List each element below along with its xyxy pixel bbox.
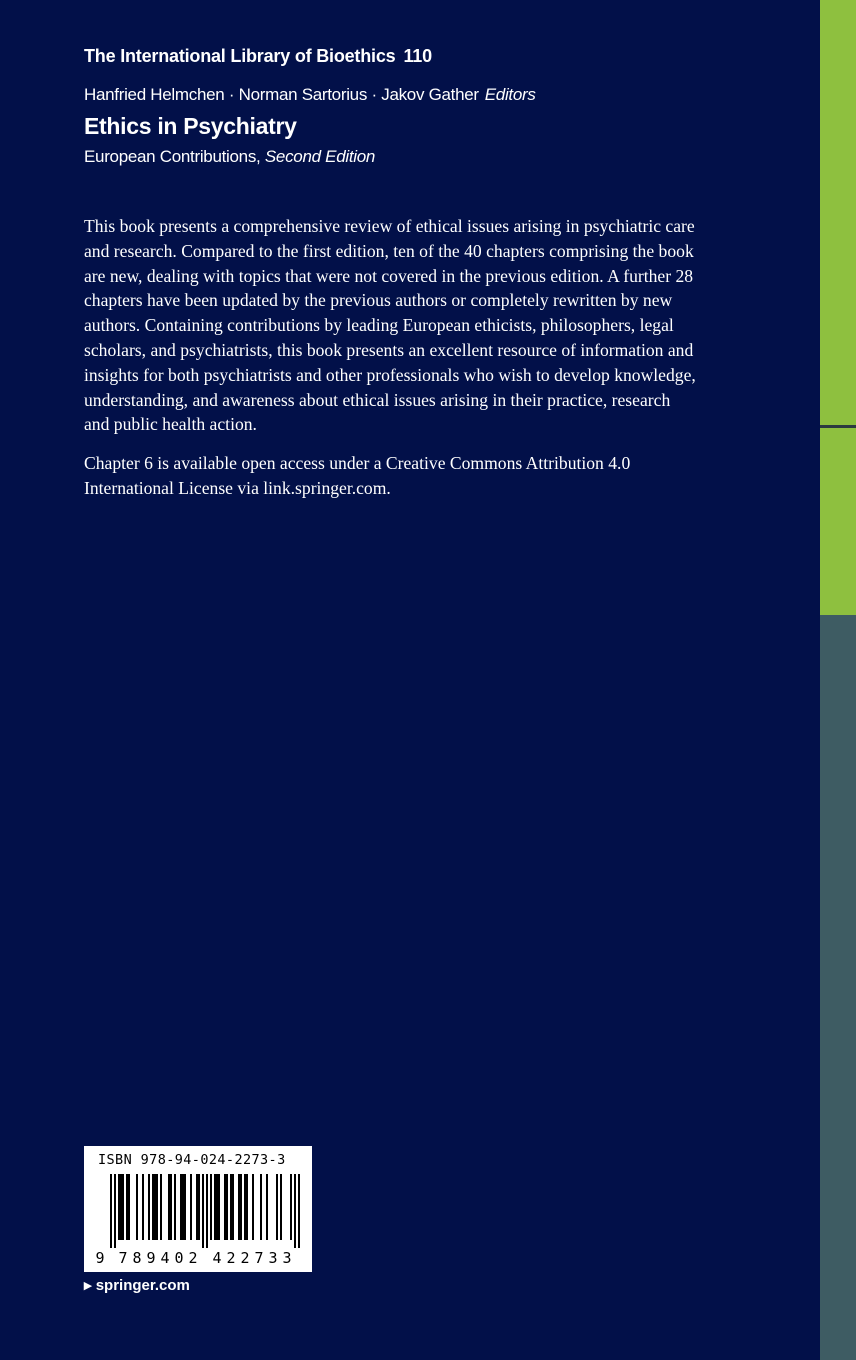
barcode-digit: 4 [160, 1249, 170, 1267]
barcode-bar [184, 1174, 186, 1240]
barcode-bar [206, 1174, 208, 1248]
spine-accent-green [820, 0, 856, 615]
barcode-bar [154, 1174, 156, 1240]
barcode-bar [156, 1174, 158, 1240]
barcode-digit: 9 [146, 1249, 156, 1267]
barcode-digit: 7 [254, 1249, 264, 1267]
barcode-bar [298, 1174, 300, 1248]
editor-names: Hanfried Helmchen · Norman Sartorius · Jakov Gather [84, 85, 479, 104]
barcode-bar [290, 1174, 292, 1240]
barcode-digit: 2 [226, 1249, 236, 1267]
barcode-bar [126, 1174, 128, 1240]
barcode-bar [120, 1174, 122, 1240]
isbn-label: ISBN 978-94-024-2273-3 [98, 1152, 286, 1168]
barcode-bar [226, 1174, 228, 1240]
barcode-bar [202, 1174, 204, 1248]
barcode-bar [266, 1174, 268, 1240]
barcode-bar [224, 1174, 226, 1240]
barcode-bar [128, 1174, 130, 1240]
barcode [84, 1146, 312, 1272]
spine-accent-teal [820, 615, 856, 1360]
series-heading [84, 46, 432, 67]
barcode-bar [182, 1174, 184, 1240]
barcode-bar [174, 1174, 176, 1240]
barcode-bar [238, 1174, 240, 1240]
description-line: chapters have been updated by the previous authors or completely rewritten by new [84, 290, 673, 311]
barcode-bar [118, 1174, 120, 1240]
book-title: Ethics in Psychiatry [84, 113, 297, 139]
barcode-digit: 3 [268, 1249, 278, 1267]
barcode-bar [214, 1174, 216, 1240]
barcode-bar [280, 1174, 282, 1240]
description-line: and public health action. [84, 414, 257, 435]
barcode-bar [276, 1174, 278, 1240]
barcode-bar [210, 1174, 212, 1240]
barcode-digit: 2 [240, 1249, 250, 1267]
description-line: and research. Compared to the first edition, ten of the 40 chapters comprising the book [84, 240, 694, 261]
barcode-bar [170, 1174, 172, 1240]
barcode-bar [240, 1174, 242, 1240]
barcode-bar [232, 1174, 234, 1240]
barcode-digit: 2 [188, 1249, 198, 1267]
barcode-bar [152, 1174, 154, 1240]
barcode-bar [216, 1174, 218, 1240]
description-line: This book presents a comprehensive review of ethical issues arising in psychiatric care [84, 216, 695, 236]
barcode-digit: 0 [174, 1249, 184, 1267]
barcode-digit: 8 [132, 1249, 142, 1267]
description-line: insights for both psychiatrists and other professionals who wish to develop knowledge, [84, 364, 696, 385]
barcode-bar [218, 1174, 220, 1240]
barcode-bar [294, 1174, 296, 1248]
barcode-bar [180, 1174, 182, 1240]
barcode-bar [142, 1174, 144, 1240]
series-number: 110 [403, 46, 432, 66]
open-access-line: International License via link.springer.com. [84, 477, 391, 498]
book-subtitle [84, 147, 375, 167]
description-line: understanding, and awareness about ethical issues arising in their practice, research [84, 389, 671, 410]
barcode-bar [136, 1174, 138, 1240]
barcode-digit: 4 [212, 1249, 222, 1267]
barcode-bar [148, 1174, 150, 1240]
editors-role: Editors [484, 85, 536, 104]
open-access-line: Chapter 6 is available open access under a Creative Commons Attribution 4.0 [84, 453, 631, 473]
barcode-bar [244, 1174, 246, 1240]
barcode-digit: 3 [282, 1249, 292, 1267]
series-name: The International Library of Bioethics [84, 46, 396, 66]
subtitle-main: European Contributions, [84, 147, 261, 166]
barcode-bar [252, 1174, 254, 1240]
barcode-bar [198, 1174, 200, 1240]
barcode-bar [230, 1174, 232, 1240]
open-access-note [84, 451, 774, 501]
barcode-bar [160, 1174, 162, 1240]
spine-divider [820, 425, 856, 428]
editors-line [84, 85, 536, 105]
publisher-link[interactable]: ▸ springer.com [84, 1277, 190, 1294]
barcode-digit: 7 [118, 1249, 128, 1267]
barcode-bar [114, 1174, 116, 1248]
barcode-bar [246, 1174, 248, 1240]
barcode-bar [110, 1174, 112, 1248]
barcode-digit: 9 [95, 1249, 105, 1267]
description-line: authors. Containing contributions by leading European ethicists, philosophers, legal [84, 315, 674, 336]
description-line: scholars, and psychiatrists, this book presents an excellent resource of information and [84, 339, 694, 360]
barcode-bar [122, 1174, 124, 1240]
barcode-bar [196, 1174, 198, 1240]
barcode-bar [168, 1174, 170, 1240]
isbn-barcode-block [84, 1146, 312, 1272]
book-description [84, 214, 774, 437]
barcode-bar [190, 1174, 192, 1240]
subtitle-edition: Second Edition [264, 147, 376, 166]
description-line: are new, dealing with topics that were not covered in the previous edition. A further 28 [84, 265, 694, 286]
barcode-bar [260, 1174, 262, 1240]
